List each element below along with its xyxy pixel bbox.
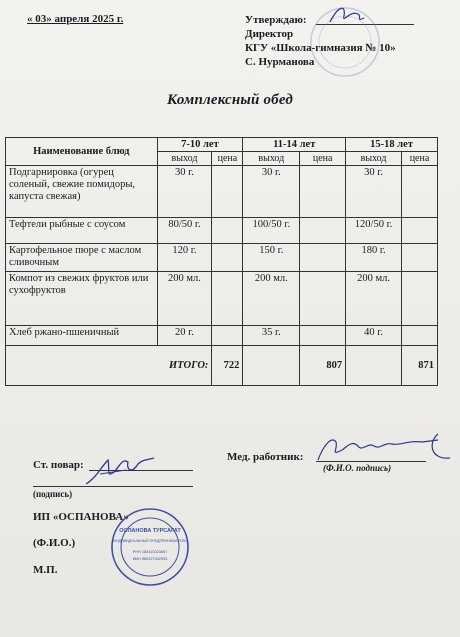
empty-cell [243,346,300,386]
dish-name: Картофельное пюре с маслом сливочным [6,244,158,272]
portion-out: 40 г. [346,326,402,346]
portion-out: 30 г. [157,166,212,218]
price-cell [212,166,243,218]
fio-signature-caption: (Ф.И.О. подпись) [323,463,392,473]
seal-place-label: М.П. [33,564,58,576]
subheader-price: цена [402,152,438,166]
dish-name: Тефтели рыбные с соусом [6,218,158,244]
portion-out: 120/50 г. [346,218,402,244]
portion-out: 35 г. [243,326,300,346]
price-cell [402,326,438,346]
price-cell [212,272,243,326]
total-price: 722 [212,346,243,386]
portion-out: 20 г. [157,326,212,346]
document-date: « 03» апреля 2025 г. [27,13,124,25]
signature-caption: (подпись) [33,489,73,499]
portion-out: 100/50 г. [243,218,300,244]
total-row [6,346,438,386]
portion-out: 180 г. [346,244,402,272]
portion-out: 80/50 г. [157,218,212,244]
cook-label: Ст. повар: [33,459,84,471]
table-row [6,326,438,346]
fio-caption: (Ф.И.О.) [33,537,76,549]
page-title: Комплексный обед [167,92,293,108]
subheader-out: выход [243,152,300,166]
price-cell [402,166,438,218]
price-cell [212,326,243,346]
total-price: 871 [402,346,438,386]
medic-signature [312,430,458,470]
price-cell [300,218,346,244]
age-group-header: 11-14 лет [243,138,346,152]
seal-name: ОСПАНОВА ТУРСАГАТ [119,528,181,534]
dish-name: Хлеб ржано-пшеничный [6,326,158,346]
subheader-out: выход [346,152,402,166]
approval-seal-and-signature [300,0,380,80]
price-cell [300,166,346,218]
price-cell [402,244,438,272]
table-row [6,272,438,326]
director-name: С. Нурманова [245,56,315,68]
portion-out: 30 г. [346,166,402,218]
table-row [6,166,438,218]
age-group-header: 15-18 лет [346,138,438,152]
medic-label: Мед. работник: [227,451,304,463]
subheader-out: выход [157,152,212,166]
cook-signature [80,448,160,490]
column-header-dish: Наименование блюд [6,138,158,166]
round-seal [110,507,190,587]
price-cell [212,218,243,244]
subheader-price: цена [212,152,243,166]
price-cell [212,244,243,272]
total-price: 807 [300,346,346,386]
age-group-header: 7-10 лет [157,138,243,152]
portion-out: 200 мл. [157,272,212,326]
portion-out: 200 мл. [346,272,402,326]
table-row [6,218,438,244]
table-row [6,244,438,272]
school-name: КГУ «Школа-гимназия № 10» [245,42,396,54]
table-header-row [6,138,438,152]
dish-name: Подгарнировка (огурец соленый, свежие помидоры, капуста свежая) [6,166,158,218]
subheader-price: цена [300,152,346,166]
portion-out: 200 мл. [243,272,300,326]
price-cell [300,244,346,272]
menu-table [5,137,438,386]
seal-iin: ИИН 580427402093 [132,557,168,561]
portion-out: 30 г. [243,166,300,218]
seal-rnn: РНН 182410023657 [132,550,168,554]
approval-label: Утверждаю: [245,14,307,26]
seal-kind: ИНДИВИДУАЛЬНЫЙ ПРЕДПРИНИМАТЕЛЬ [113,539,187,543]
price-cell [300,272,346,326]
entrepreneur-name: ИП «ОСПАНОВА» [33,511,129,523]
empty-cell [346,346,402,386]
director-title: Директор [245,28,294,40]
portion-out: 150 г. [243,244,300,272]
price-cell [402,272,438,326]
price-cell [300,326,346,346]
total-label: ИТОГО: [6,346,212,386]
dish-name: Компот из свежих фруктов или сухофруктов [6,272,158,326]
portion-out: 120 г. [157,244,212,272]
price-cell [402,218,438,244]
